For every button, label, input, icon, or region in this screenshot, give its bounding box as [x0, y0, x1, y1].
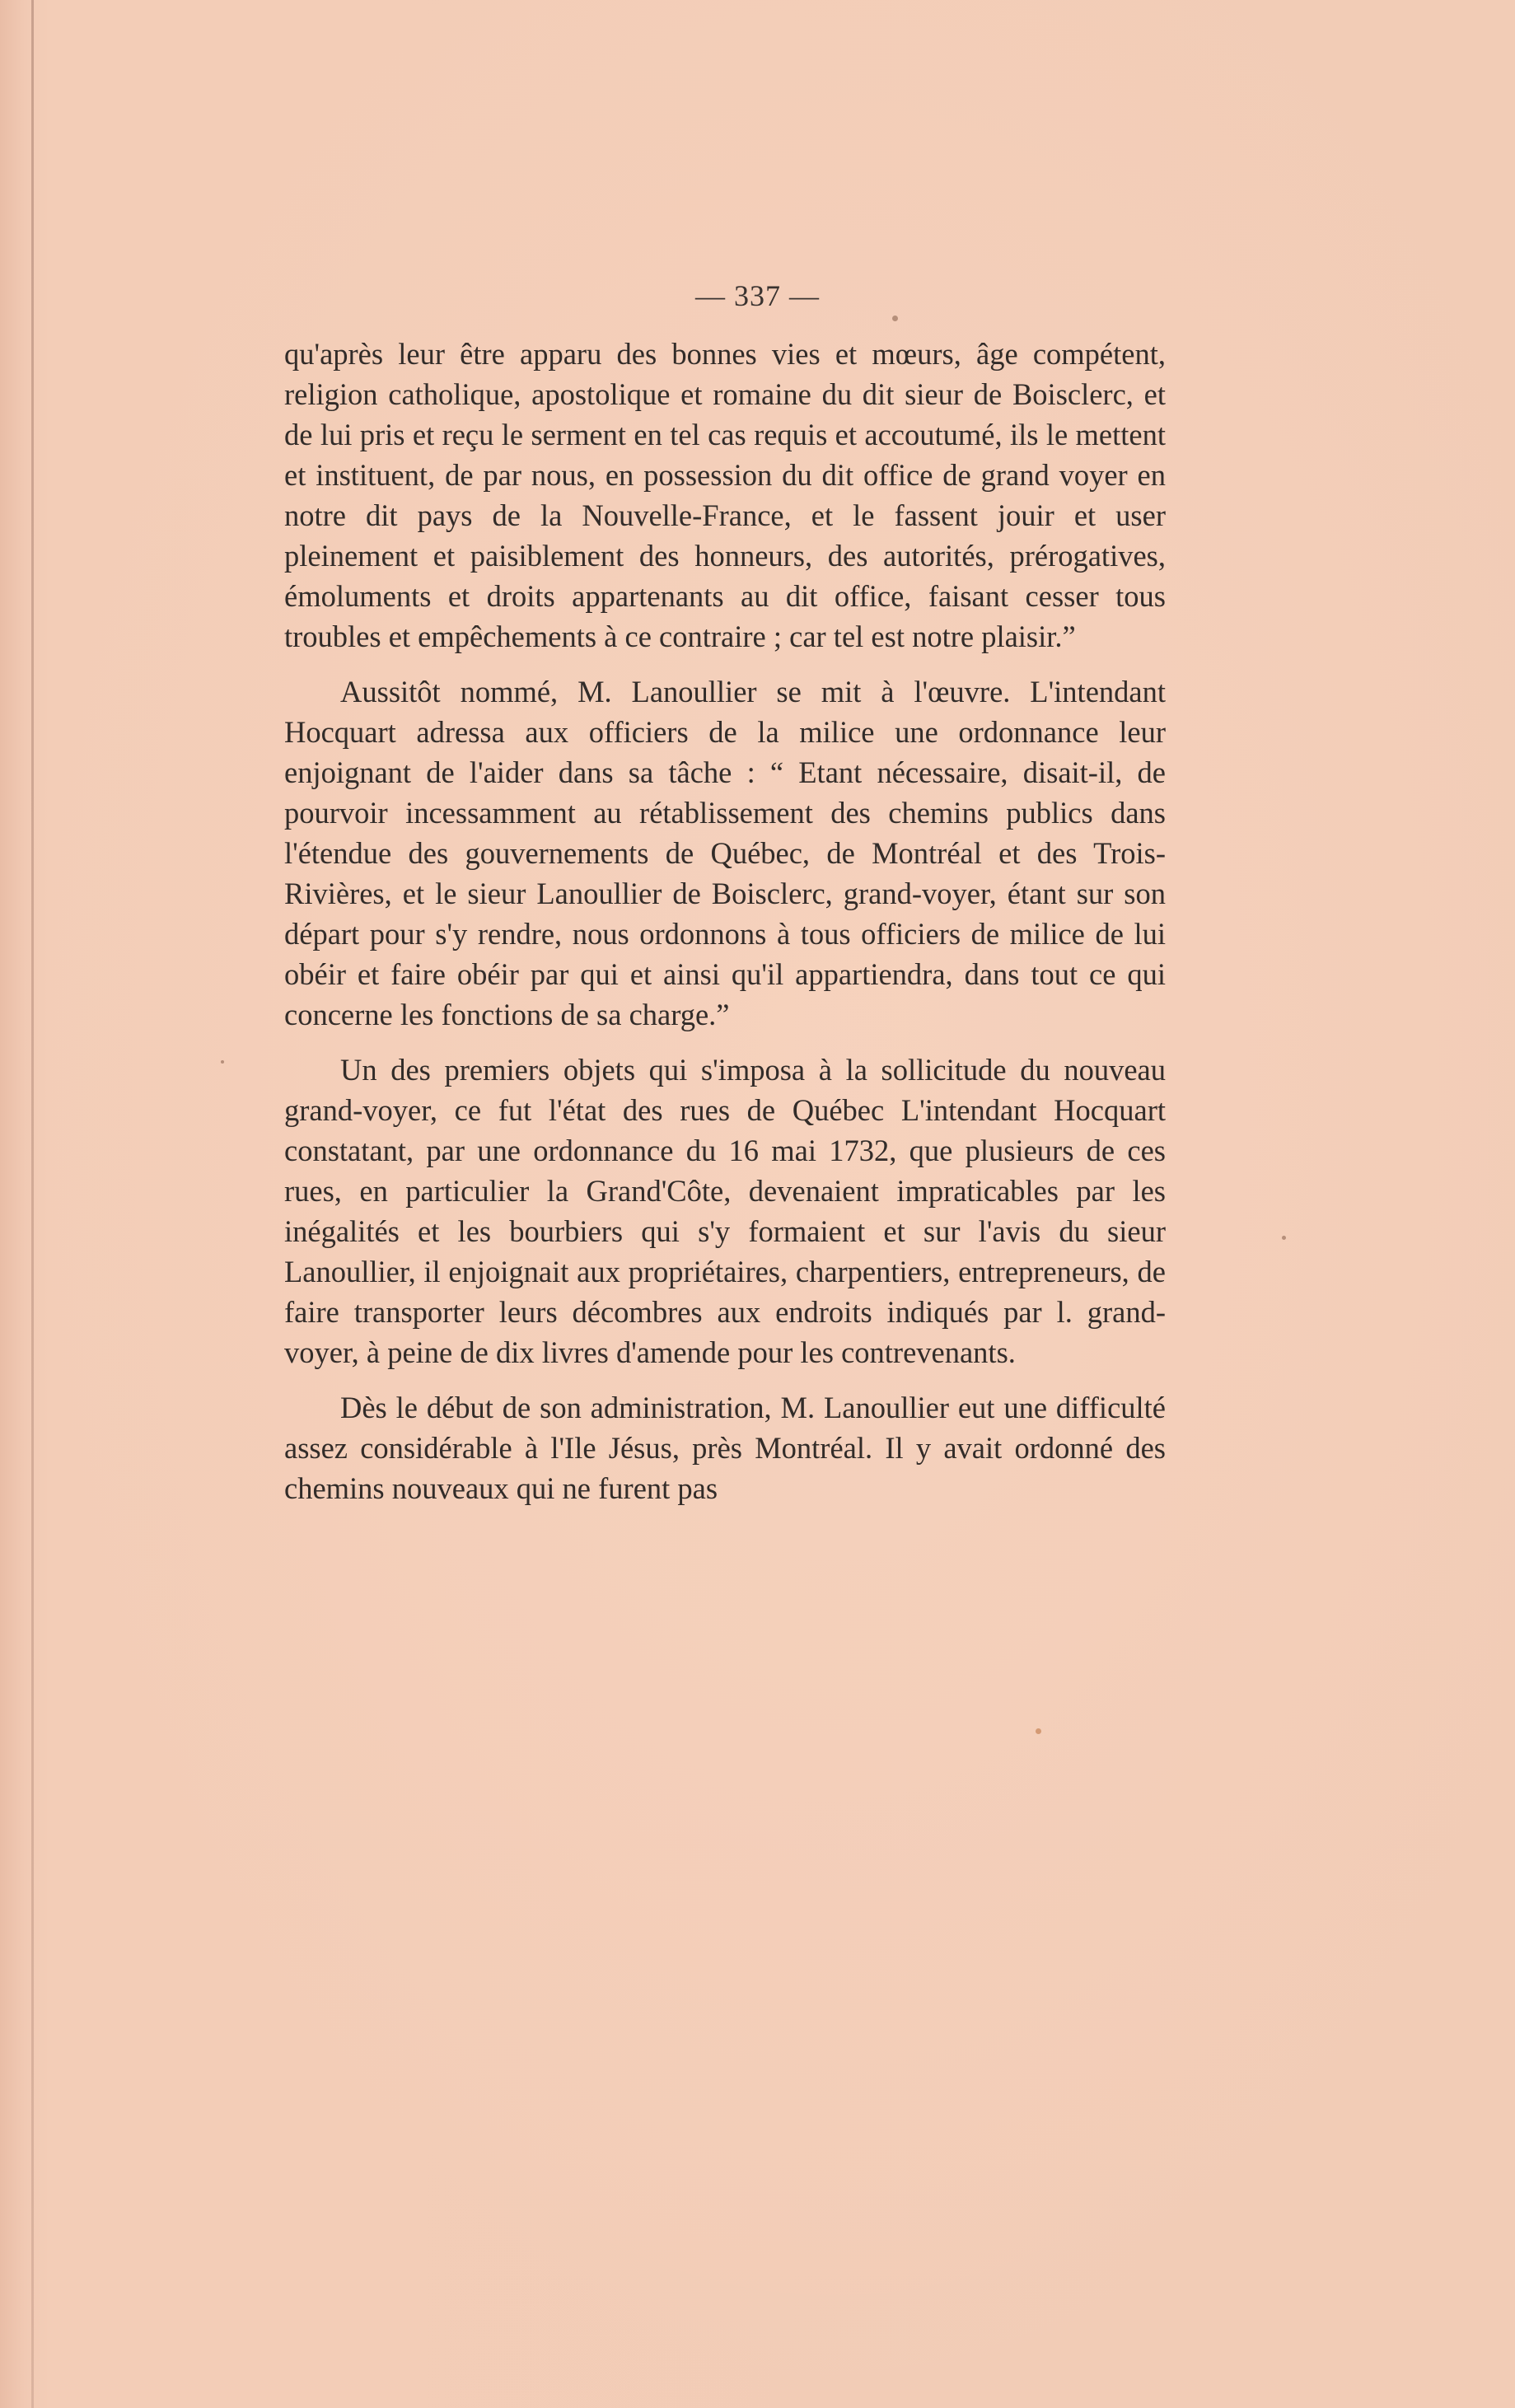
text-body	[284, 334, 1166, 1523]
page-number: — 337 —	[695, 279, 820, 312]
paper-speck	[1036, 1728, 1041, 1734]
paper-speck	[892, 316, 898, 321]
binding-edge	[31, 0, 34, 2408]
paragraph: Un des premiers objets qui s'imposa à la sollicitude du nouveau grand-voyer, ce fut l'état des rues de Québec L'intendant Hocquart constatant, par une ordonnance du 16 mai 1732, que plusieurs de ces rues, en particulier la Grand'Côte, devenaient impraticables par les inégalités et les bourbiers qui s'y formaient et sur l'avis du sieur Lanoullier, il enjoignait aux propriétaires, charpentiers, entrepreneurs, de faire transporter leurs décombres aux endroits indiqués par l. grand-voyer, à peine de dix livres d'amende pour les contrevenants.	[284, 1053, 1166, 1369]
paragraph-continuation: qu'après leur être apparu des bonnes vies et mœurs, âge compétent, religion catholique, apostolique et romaine du dit sieur de Boisclerc, et de lui pris et reçu le serment en tel cas requis et accoutumé, ils le mettent et instituent, de par nous, en possession du dit office de grand voyer en notre dit pays de la Nouvelle-France, et le fassent jouir et user pleinement et paisiblement des honneurs, des autorités, prérogatives, émoluments et droits appartenants au dit office, faisant cesser tous troubles et empêchements à ce contraire ; car tel est notre plaisir.”	[284, 337, 1166, 653]
paragraph: Dès le début de son administration, M. Lanoullier eut une difficulté assez considérable à l'Ile Jésus, près Montréal. Il y avait ordonné des chemins nouveaux qui ne furent pas	[284, 1391, 1166, 1505]
paragraph: Aussitôt nommé, M. Lanoullier se mit à l'œuvre. L'intendant Hocquart adressa aux officiers de la milice une ordonnance leur enjoignant de l'aider dans sa tâche : “ Etant nécessaire, disait-il, de pourvoir incessamment au rétablissement des chemins publics dans l'étendue des gouvernements de Québec, de Montréal et des Trois-Rivières, et le sieur Lanoullier de Boisclerc, grand-voyer, étant sur son départ pour s'y rendre, nous ordonnons à tous officiers de milice de lui obéir et faire obéir par qui et ainsi qu'il appartiendra, dans tout ce qui concerne les fonctions de sa charge.”	[284, 675, 1166, 1031]
paper-speck	[221, 1060, 224, 1064]
paper-speck	[1282, 1236, 1286, 1240]
